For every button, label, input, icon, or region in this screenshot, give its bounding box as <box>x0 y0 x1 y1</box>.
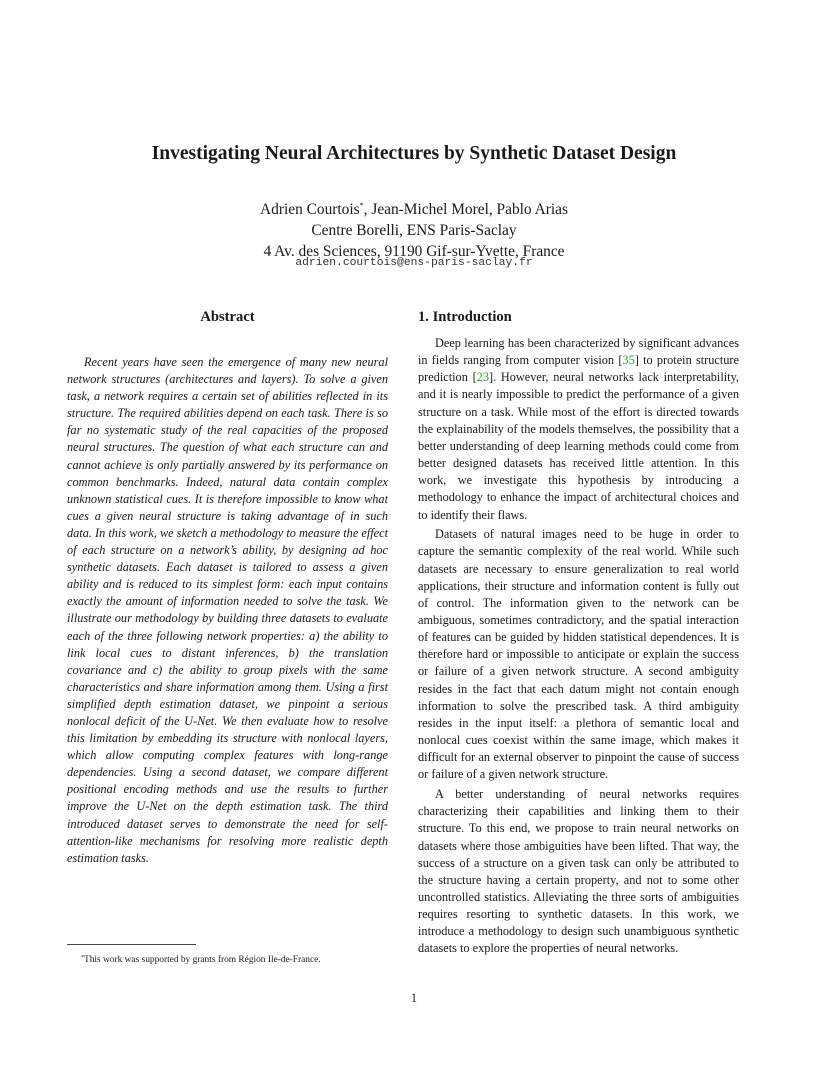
address: 4 Av. des Sciences, 91190 Gif-sur-Yvette, France <box>263 243 565 260</box>
footnote <box>67 952 388 966</box>
abstract-heading: Abstract <box>200 309 255 325</box>
abstract-body <box>67 354 388 867</box>
footnote-rule <box>67 944 196 945</box>
introduction-heading: 1. Introduction <box>418 309 512 325</box>
author-footnote-mark: * <box>359 201 364 210</box>
introduction-body <box>418 335 739 960</box>
author-block <box>0 195 828 262</box>
page-number: 1 <box>410 991 418 1005</box>
citation-link[interactable]: 35 <box>622 353 635 368</box>
intro-paragraph-2: Datasets of natural images need to be huge in order to capture the semantic complexity of the real world. While such datasets are necessary to ensure generalization to real world applications, their structure and information content is fully out of control. The information given to the network can be ambiguous, sometimes contradictory, and the spatial interaction of features can be guided by hidden statistical dependences. It is therefore hard or impossible to anticipate or explain the success or failure of a given network structure. A second ambiguity resides in the fact that each datum might not contain enough information to solve the prescribed task. A third ambiguity resides in the input itself: a plethora of semantic local and nonlocal cues coexist within the same image, which makes it difficult for an external observer to pinpoint the cause of success or failure of a given network structure. <box>418 527 739 782</box>
affiliation: Centre Borelli, ENS Paris-Saclay <box>311 222 517 239</box>
intro-paragraph-1 <box>418 335 739 524</box>
author-email: adrien.courtois@ens-paris-saclay.fr <box>295 257 533 269</box>
coauthors: , Jean-Michel Morel, Pablo Arias <box>363 201 568 218</box>
intro-p1-part-b: ] to protein structure prediction [ <box>418 353 739 385</box>
intro-paragraph-3: A better understanding of neural networks requires characterizing their capabilities and linking them to their structure. To this end, we propose to train neural networks on datasets where those ambiguities have been lifted. That way, the success of a structure on a given task can only be attributed to the structure having a certain property, and not to some other uncontrolled statistics. Alleviating the three sorts of ambiguities requires resorting to synthetic datasets. In this work, we introduce a methodology to design such unambiguous synthetic datasets to explore the properties of neural networks. <box>418 787 739 956</box>
first-author: Adrien Courtois <box>260 201 360 218</box>
citation-link[interactable]: 23 <box>476 370 489 385</box>
intro-p1-part-a: Deep learning has been characterized by significant advances in fields ranging from computer vision [ <box>418 336 739 368</box>
footnote-text: This work was supported by grants from Région Ile-de-France. <box>84 955 321 965</box>
author-names <box>0 195 828 220</box>
paper-title: Investigating Neural Architectures by Synthetic Dataset Design <box>151 143 677 164</box>
abstract-text: Recent years have seen the emergence of many new neural network structures (architectures and layers). To solve a given task, a network requires a certain set of abilities reflected in its structure. The required abilities depend on each task. There is so far no systematic study of the real capacities of the proposed neural structures. The question of what each structure can and cannot achieve is only partially answered by its performance on common benchmarks. Indeed, natural data contain complex unknown statistical cues. It is therefore impossible to know what cues a given neural structure is taking advantage of in such data. In this work, we sketch a methodology to measure the effect of each structure on a network’s ability, by designing ad hoc synthetic datasets. Each dataset is tailored to assess a given ability and is reduced to its simplest form: each input contains exactly the amount of information needed to solve the task. We illustrate our methodology by building three datasets to evaluate each of the three following network properties: a) the ability to link local cues to distant inferences, b) the translation covariance and c) the ability to group pixels with the same characteristics and share information among them. Using a first simplified depth estimation dataset, we pinpoint a serious nonlocal deficit of the U-Net. We then evaluate how to resolve this limitation by embedding its structure with nonlocal layers, which allow computing complex features with long-range dependencies. Using a second dataset, we compare different positional encoding methods and use the results to further improve the U-Net on the depth estimation task. The third introduced dataset serves to demonstrate the need for self-attention-like mechanisms for resolving more realistic depth estimation tasks. <box>67 355 388 865</box>
intro-p1-part-c: ]. However, neural networks lack interpretability, and it is nearly impossible to predict the performance of a given structure on a task. While most of the effort is directed towards the explainability of the models themselves, the possibility that a better understanding of deep learning methods could come from better designed datasets has received little attention. In this work, we investigate this hypothesis by introducing a methodology to enhance the impact of architectural choices and to identify their flaws. <box>418 370 739 522</box>
footnote-mark: * <box>81 955 84 961</box>
